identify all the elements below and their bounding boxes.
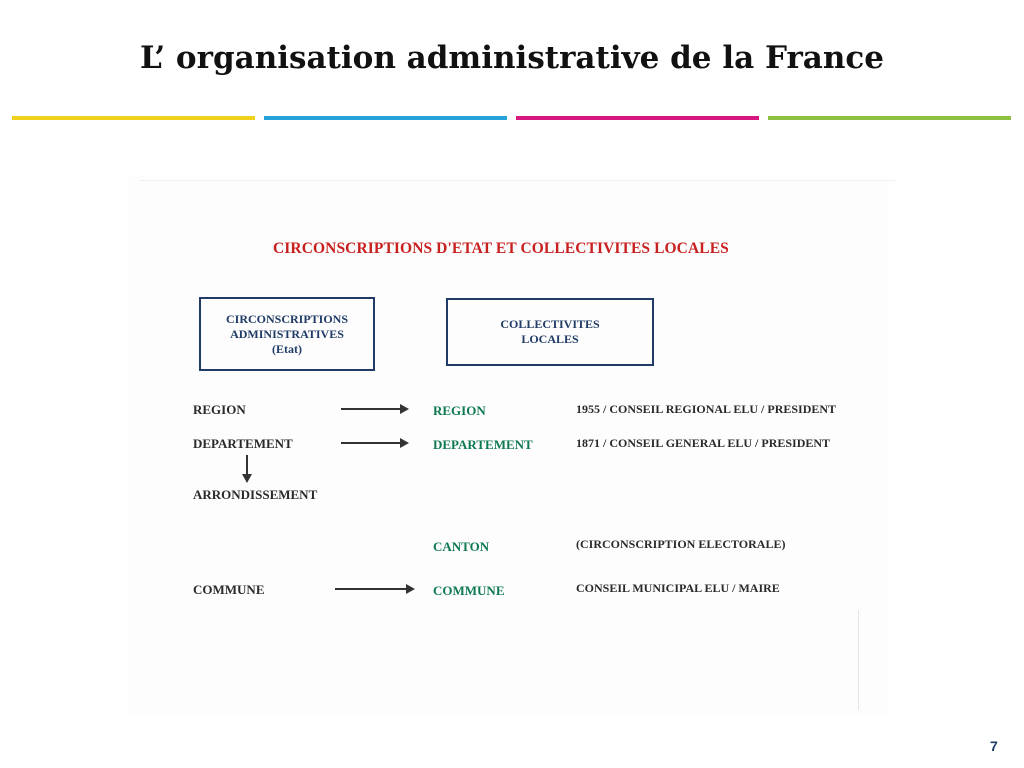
state-departement-label: DEPARTEMENT xyxy=(193,436,293,451)
slide-title: L’ organisation administrative de la France xyxy=(139,40,884,76)
scan-edge-right xyxy=(858,610,859,710)
box-circonscriptions-administratives xyxy=(199,297,375,371)
state-commune-label: COMMUNE xyxy=(193,582,265,597)
arrow-region-right-icon xyxy=(341,404,409,414)
local-canton-label: CANTON xyxy=(433,539,490,554)
state-arrondissement-label: ARRONDISSEMENT xyxy=(193,487,318,502)
arrow-commune-right-icon xyxy=(335,584,415,594)
state-region-label: REGION xyxy=(193,402,246,417)
local-region-label: REGION xyxy=(433,403,486,418)
accent-bar-magenta xyxy=(516,116,759,120)
note-region: 1955 / CONSEIL REGIONAL ELU / PRESIDENT xyxy=(576,402,837,416)
box-line: CIRCONSCRIPTIONS xyxy=(225,311,349,326)
note-commune: CONSEIL MUNICIPAL ELU / MAIRE xyxy=(576,581,780,595)
diagram-heading: CIRCONSCRIPTIONS D'ETAT ET COLLECTIVITES LOCALES xyxy=(273,240,729,257)
box-line: LOCALES xyxy=(521,332,579,346)
accent-bar-blue xyxy=(264,116,507,120)
arrow-down-arrondissement-icon xyxy=(242,455,252,483)
note-canton: (CIRCONSCRIPTION ELECTORALE) xyxy=(576,537,786,551)
arrow-departement-right-icon xyxy=(341,438,409,448)
note-departement: 1871 / CONSEIL GENERAL ELU / PRESIDENT xyxy=(576,436,831,450)
box-line: COLLECTIVITES xyxy=(500,317,600,331)
box-collectivites-locales xyxy=(446,298,654,366)
local-commune-label: COMMUNE xyxy=(433,583,505,598)
accent-bar-green xyxy=(768,116,1011,120)
box-line: ADMINISTRATIVES xyxy=(230,326,344,341)
page-number: 7 xyxy=(990,738,998,754)
box-line: (Etat) xyxy=(272,341,302,356)
scan-edge-top xyxy=(140,180,895,181)
local-departement-label: DEPARTEMENT xyxy=(433,437,533,452)
accent-bar-yellow xyxy=(12,116,255,120)
